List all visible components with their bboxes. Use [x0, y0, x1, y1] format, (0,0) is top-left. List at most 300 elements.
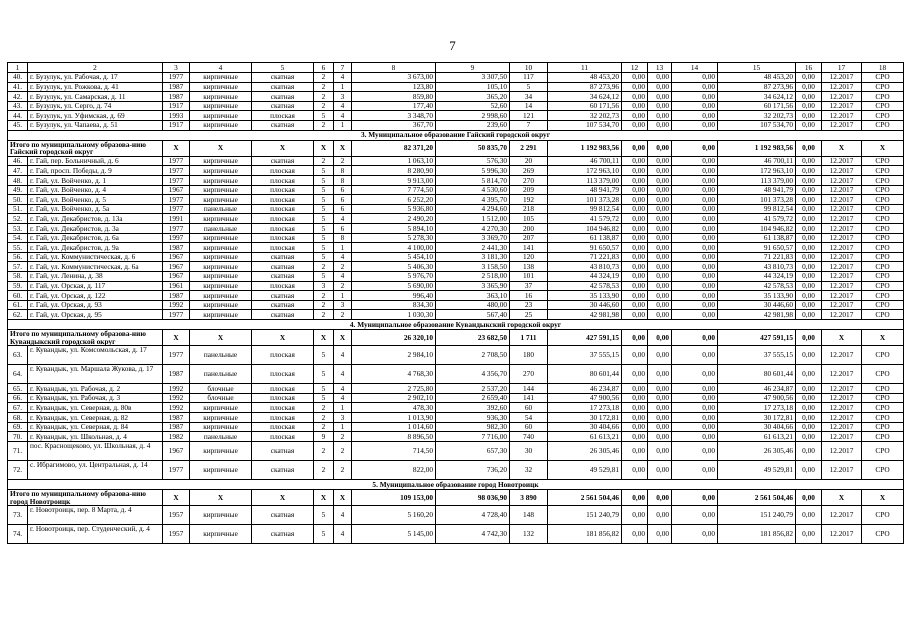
table-cell: 0,00: [622, 291, 648, 301]
table-cell: 0,00: [622, 262, 648, 272]
table-cell: кирпичные: [190, 300, 252, 310]
address-cell: г. Гай, ул. Орская, д. 117: [28, 281, 163, 291]
table-cell: 2: [314, 156, 334, 166]
table-cell: 0,00: [672, 204, 718, 214]
table-cell: 4: [334, 525, 352, 544]
table-cell: 1993: [163, 111, 190, 121]
table-cell: скатная: [252, 252, 314, 262]
table-cell: 12.2017: [822, 384, 862, 394]
table-cell: 2 537,20: [436, 384, 510, 394]
table-cell: 47 900,56: [548, 393, 622, 403]
table-cell: 2: [314, 291, 334, 301]
table-cell: 69.: [8, 422, 28, 432]
table-cell: 4 742,30: [436, 525, 510, 544]
table-cell: 0,00: [796, 346, 822, 365]
table-cell: СРО: [862, 441, 904, 460]
table-cell: 91 650,57: [718, 243, 796, 253]
table-cell: 177,40: [352, 101, 436, 111]
table-cell: СРО: [862, 214, 904, 224]
table-cell: 41.: [8, 82, 28, 92]
table-cell: скатная: [252, 156, 314, 166]
total-cell: 82 371,20: [352, 140, 436, 156]
total-cell: 0,00: [796, 489, 822, 505]
table-cell: 17 273,18: [718, 403, 796, 413]
table-cell: скатная: [252, 73, 314, 83]
table-cell: 0,00: [672, 233, 718, 243]
table-cell: 48 453,20: [548, 73, 622, 83]
table-cell: 5 160,20: [352, 506, 436, 525]
table-cell: 8: [334, 166, 352, 176]
table-cell: 17 273,18: [548, 403, 622, 413]
table-cell: 0,00: [796, 441, 822, 460]
table-cell: 101 373,28: [718, 195, 796, 205]
table-cell: 657,30: [436, 441, 510, 460]
table-cell: 0,00: [648, 166, 672, 176]
table-cell: 67.: [8, 403, 28, 413]
table-cell: 12.2017: [822, 441, 862, 460]
table-cell: 181 856,82: [548, 525, 622, 544]
table-cell: 12.2017: [822, 73, 862, 83]
table-cell: 4: [334, 252, 352, 262]
table-cell: 0,00: [796, 224, 822, 234]
table-cell: скатная: [252, 262, 314, 272]
table-cell: 34 624,12: [548, 92, 622, 102]
table-row: [8, 262, 904, 272]
table-cell: 71.: [8, 441, 28, 460]
table-cell: 996,40: [352, 291, 436, 301]
table-cell: 144: [510, 384, 548, 394]
column-number: 10: [510, 63, 548, 73]
table-row: [8, 243, 904, 253]
table-cell: 1977: [163, 73, 190, 83]
address-cell: г. Гай, ул. Декабристов, д. 9а: [28, 243, 163, 253]
table-cell: 4 768,30: [352, 365, 436, 384]
table-row: [8, 73, 904, 83]
table-cell: 5: [314, 204, 334, 214]
table-cell: 12.2017: [822, 101, 862, 111]
table-cell: 42 981,98: [718, 310, 796, 320]
table-row: [8, 310, 904, 320]
address-cell: г. Гай, просп. Победы, д. 9: [28, 166, 163, 176]
table-cell: 0,00: [622, 272, 648, 282]
table-cell: 1961: [163, 281, 190, 291]
total-cell: Х: [190, 489, 252, 505]
table-cell: 3 348,70: [352, 111, 436, 121]
table-cell: 0,00: [622, 432, 648, 442]
table-cell: 5: [314, 365, 334, 384]
table-cell: 60: [510, 403, 548, 413]
table-cell: 270: [510, 365, 548, 384]
total-cell: 0,00: [796, 329, 822, 345]
table-cell: панельные: [190, 346, 252, 365]
table-cell: СРО: [862, 101, 904, 111]
table-cell: 30: [510, 441, 548, 460]
table-cell: 59.: [8, 281, 28, 291]
table-cell: скатная: [252, 300, 314, 310]
table-cell: 80 601,44: [548, 365, 622, 384]
table-cell: 0,00: [796, 403, 822, 413]
table-cell: 35 133,90: [548, 291, 622, 301]
table-cell: 0,00: [648, 291, 672, 301]
total-cell: 0,00: [648, 140, 672, 156]
table-cell: 1977: [163, 310, 190, 320]
table-cell: СРО: [862, 272, 904, 282]
total-cell: 0,00: [622, 489, 648, 505]
table-cell: 2 984,10: [352, 346, 436, 365]
total-cell: Х: [252, 329, 314, 345]
table-cell: 0,00: [648, 73, 672, 83]
table-cell: 2: [314, 310, 334, 320]
table-cell: 936,30: [436, 413, 510, 423]
table-cell: 5: [314, 525, 334, 544]
table-cell: СРО: [862, 422, 904, 432]
table-cell: 192: [510, 195, 548, 205]
table-cell: скатная: [252, 82, 314, 92]
table-cell: 3 307,50: [436, 73, 510, 83]
table-cell: 4 395,70: [436, 195, 510, 205]
total-cell: Х: [163, 140, 190, 156]
address-cell: г. Кувандык, ул. Маршала Жукова, д. 17: [28, 365, 163, 384]
table-cell: 43.: [8, 101, 28, 111]
table-cell: СРО: [862, 525, 904, 544]
table-cell: скатная: [252, 291, 314, 301]
table-cell: 740: [510, 432, 548, 442]
table-cell: 0,00: [672, 441, 718, 460]
table-cell: 0,00: [672, 525, 718, 544]
table-cell: 0,00: [622, 92, 648, 102]
table-cell: 5: [314, 111, 334, 121]
table-cell: 1: [334, 291, 352, 301]
table-row: [8, 82, 904, 92]
table-cell: СРО: [862, 460, 904, 479]
table-row: [8, 233, 904, 243]
table-row: [8, 441, 904, 460]
table-cell: 12.2017: [822, 525, 862, 544]
table-cell: 41 579,72: [548, 214, 622, 224]
table-cell: 71 221,83: [548, 252, 622, 262]
table-row: [8, 525, 904, 544]
table-cell: 0,00: [796, 73, 822, 83]
table-cell: 70.: [8, 432, 28, 442]
section-heading-row: [8, 479, 904, 489]
table-cell: 0,00: [796, 195, 822, 205]
table-cell: 5: [314, 252, 334, 262]
table-cell: СРО: [862, 185, 904, 195]
table-cell: 2: [334, 432, 352, 442]
table-cell: 66.: [8, 393, 28, 403]
table-cell: 87 273,96: [548, 82, 622, 92]
table-cell: 12.2017: [822, 166, 862, 176]
table-cell: 0,00: [622, 393, 648, 403]
total-cell: 0,00: [796, 140, 822, 156]
table-cell: 0,00: [648, 272, 672, 282]
table-cell: 714,50: [352, 441, 436, 460]
table-body: [8, 63, 904, 544]
table-cell: 3 181,30: [436, 252, 510, 262]
table-cell: 1 013,90: [352, 413, 436, 423]
table-cell: 0,00: [796, 111, 822, 121]
total-cell: Х: [314, 489, 334, 505]
table-cell: кирпичные: [190, 460, 252, 479]
column-number: 6: [314, 63, 334, 73]
table-cell: 12.2017: [822, 120, 862, 130]
table-cell: 1917: [163, 120, 190, 130]
total-cell: 26 320,10: [352, 329, 436, 345]
table-cell: 0,00: [648, 525, 672, 544]
table-cell: 2: [314, 413, 334, 423]
table-row: [8, 300, 904, 310]
table-cell: СРО: [862, 111, 904, 121]
table-cell: 55.: [8, 243, 28, 253]
table-cell: 56.: [8, 252, 28, 262]
table-cell: кирпичные: [190, 176, 252, 186]
table-cell: 12.2017: [822, 413, 862, 423]
table-cell: 0,00: [648, 92, 672, 102]
table-cell: 392,60: [436, 403, 510, 413]
table-cell: 0,00: [648, 195, 672, 205]
table-cell: СРО: [862, 413, 904, 423]
total-cell: 0,00: [672, 329, 718, 345]
address-cell: г. Кувандык, ул. Северная, д. 80в: [28, 403, 163, 413]
table-cell: 1992: [163, 403, 190, 413]
table-cell: 0,00: [622, 195, 648, 205]
table-cell: 61 613,21: [548, 432, 622, 442]
table-cell: 123,80: [352, 82, 436, 92]
municipality-total-row: [8, 489, 904, 505]
table-cell: 0,00: [672, 422, 718, 432]
total-cell: Х: [190, 140, 252, 156]
table-cell: скатная: [252, 441, 314, 460]
table-cell: 3: [334, 300, 352, 310]
total-cell: Х: [862, 140, 904, 156]
table-cell: кирпичные: [190, 525, 252, 544]
table-cell: 14: [510, 101, 548, 111]
table-cell: 107 534,70: [548, 120, 622, 130]
total-cell: Х: [163, 329, 190, 345]
table-cell: 12.2017: [822, 346, 862, 365]
table-cell: 0,00: [796, 185, 822, 195]
table-cell: 5 814,70: [436, 176, 510, 186]
table-cell: 1977: [163, 224, 190, 234]
table-cell: СРО: [862, 393, 904, 403]
table-cell: 0,00: [672, 272, 718, 282]
table-cell: 1977: [163, 346, 190, 365]
table-row: [8, 432, 904, 442]
total-cell: 0,00: [672, 489, 718, 505]
table-cell: СРО: [862, 384, 904, 394]
table-cell: 12.2017: [822, 393, 862, 403]
table-cell: 35 133,90: [718, 291, 796, 301]
table-cell: 0,00: [648, 346, 672, 365]
table-cell: 30 172,81: [548, 413, 622, 423]
table-cell: панельные: [190, 432, 252, 442]
total-cell: 427 591,15: [718, 329, 796, 345]
table-cell: 2: [314, 82, 334, 92]
table-cell: 47.: [8, 166, 28, 176]
table-cell: 117: [510, 73, 548, 83]
table-cell: 2: [314, 73, 334, 83]
table-cell: 32 202,73: [548, 111, 622, 121]
table-cell: 43 810,73: [718, 262, 796, 272]
table-cell: 0,00: [796, 101, 822, 111]
section-heading-row: [8, 130, 904, 140]
table-cell: 42.: [8, 92, 28, 102]
table-cell: 47 900,56: [718, 393, 796, 403]
table-cell: 42 981,98: [548, 310, 622, 320]
table-cell: 1 030,30: [352, 310, 436, 320]
table-cell: 5 976,70: [352, 272, 436, 282]
table-cell: 16: [510, 291, 548, 301]
total-cell: Х: [862, 489, 904, 505]
table-cell: 50.: [8, 195, 28, 205]
table-cell: 141: [510, 243, 548, 253]
table-cell: 46 700,11: [548, 156, 622, 166]
table-cell: кирпичные: [190, 233, 252, 243]
table-cell: 12.2017: [822, 92, 862, 102]
address-cell: г. Гай, ул. Войченко, д. 5: [28, 195, 163, 205]
table-cell: скатная: [252, 310, 314, 320]
column-number: 5: [252, 63, 314, 73]
table-cell: 270: [510, 176, 548, 186]
table-cell: 12.2017: [822, 262, 862, 272]
address-cell: г. Бузулук, ул. Рожкова, д. 41: [28, 82, 163, 92]
address-cell: г. Гай, ул. Декабристов, д. 6а: [28, 233, 163, 243]
table-cell: 1967: [163, 262, 190, 272]
table-cell: 0,00: [796, 384, 822, 394]
table-cell: 0,00: [672, 92, 718, 102]
table-cell: плоская: [252, 384, 314, 394]
table-cell: 44.: [8, 111, 28, 121]
table-cell: 12.2017: [822, 460, 862, 479]
table-cell: 0,00: [648, 365, 672, 384]
table-cell: 0,00: [796, 82, 822, 92]
column-number: 9: [436, 63, 510, 73]
table-cell: СРО: [862, 432, 904, 442]
table-cell: 1987: [163, 243, 190, 253]
table-cell: СРО: [862, 120, 904, 130]
table-cell: 0,00: [648, 262, 672, 272]
table-cell: 1992: [163, 384, 190, 394]
table-cell: 3: [334, 413, 352, 423]
table-cell: 1977: [163, 156, 190, 166]
table-row: [8, 185, 904, 195]
table-cell: 0,00: [796, 432, 822, 442]
column-number: 15: [718, 63, 796, 73]
table-cell: панельные: [190, 224, 252, 234]
table-cell: 4: [334, 111, 352, 121]
table-cell: 63.: [8, 346, 28, 365]
address-cell: г. Кувандык, ул. Школьная, д. 4: [28, 432, 163, 442]
table-cell: СРО: [862, 204, 904, 214]
table-cell: 0,00: [622, 82, 648, 92]
table-cell: 0,00: [622, 214, 648, 224]
table-cell: плоская: [252, 185, 314, 195]
table-cell: СРО: [862, 262, 904, 272]
table-cell: 53.: [8, 224, 28, 234]
table-cell: 0,00: [648, 111, 672, 121]
table-cell: 7 774,50: [352, 185, 436, 195]
table-cell: кирпичные: [190, 92, 252, 102]
municipality-total-row: [8, 329, 904, 345]
column-number: 17: [822, 63, 862, 73]
table-cell: 0,00: [672, 176, 718, 186]
table-cell: 12.2017: [822, 233, 862, 243]
total-cell: 0,00: [622, 140, 648, 156]
table-cell: 0,00: [796, 506, 822, 525]
table-cell: 4: [334, 506, 352, 525]
table-cell: 0,00: [622, 243, 648, 253]
table-cell: 1977: [163, 166, 190, 176]
table-cell: 0,00: [648, 101, 672, 111]
table-cell: плоская: [252, 166, 314, 176]
table-cell: 104 946,82: [548, 224, 622, 234]
table-cell: 12.2017: [822, 432, 862, 442]
table-cell: плоская: [252, 422, 314, 432]
table-row: [8, 252, 904, 262]
table-cell: 2: [314, 300, 334, 310]
table-cell: кирпичные: [190, 243, 252, 253]
table-cell: 3 369,70: [436, 233, 510, 243]
table-row: [8, 346, 904, 365]
table-cell: 0,00: [672, 413, 718, 423]
table-cell: 859,80: [352, 92, 436, 102]
total-cell: 427 591,15: [548, 329, 622, 345]
table-cell: 0,00: [648, 403, 672, 413]
table-cell: 2: [314, 101, 334, 111]
section-heading: 4. Муниципальное образование Кувандыкский городской округ: [8, 319, 904, 329]
table-cell: блочные: [190, 393, 252, 403]
table-cell: 1997: [163, 233, 190, 243]
table-cell: кирпичные: [190, 310, 252, 320]
table-cell: 0,00: [796, 272, 822, 282]
table-cell: кирпичные: [190, 422, 252, 432]
table-row: [8, 101, 904, 111]
table-cell: 1: [334, 403, 352, 413]
total-cell: Х: [822, 140, 862, 156]
column-number: 3: [163, 63, 190, 73]
table-cell: 0,00: [796, 233, 822, 243]
table-cell: 209: [510, 185, 548, 195]
table-cell: 6: [334, 195, 352, 205]
table-cell: кирпичные: [190, 120, 252, 130]
table-cell: 49.: [8, 185, 28, 195]
table-cell: 6 252,20: [352, 195, 436, 205]
table-row: [8, 403, 904, 413]
table-cell: 0,00: [648, 281, 672, 291]
table-cell: 46 700,11: [718, 156, 796, 166]
table-cell: 4 356,70: [436, 365, 510, 384]
table-cell: 1987: [163, 422, 190, 432]
table-cell: 0,00: [672, 224, 718, 234]
total-cell: Х: [252, 489, 314, 505]
table-cell: 3 365,90: [436, 281, 510, 291]
table-cell: 0,00: [622, 441, 648, 460]
table-cell: 0,00: [648, 422, 672, 432]
address-cell: г. Кувандык, ул. Комсомольская, д. 17: [28, 346, 163, 365]
table-cell: 0,00: [648, 384, 672, 394]
table-cell: 121: [510, 111, 548, 121]
total-cell: Х: [163, 489, 190, 505]
table-cell: 0,00: [648, 233, 672, 243]
table-cell: 1992: [163, 300, 190, 310]
table-cell: 0,00: [648, 176, 672, 186]
table-cell: 567,40: [436, 310, 510, 320]
table-cell: 1917: [163, 101, 190, 111]
table-cell: скатная: [252, 92, 314, 102]
table-cell: плоская: [252, 243, 314, 253]
address-cell: г. Гай, ул. Войченко, д. 5а: [28, 204, 163, 214]
table-cell: 0,00: [622, 346, 648, 365]
